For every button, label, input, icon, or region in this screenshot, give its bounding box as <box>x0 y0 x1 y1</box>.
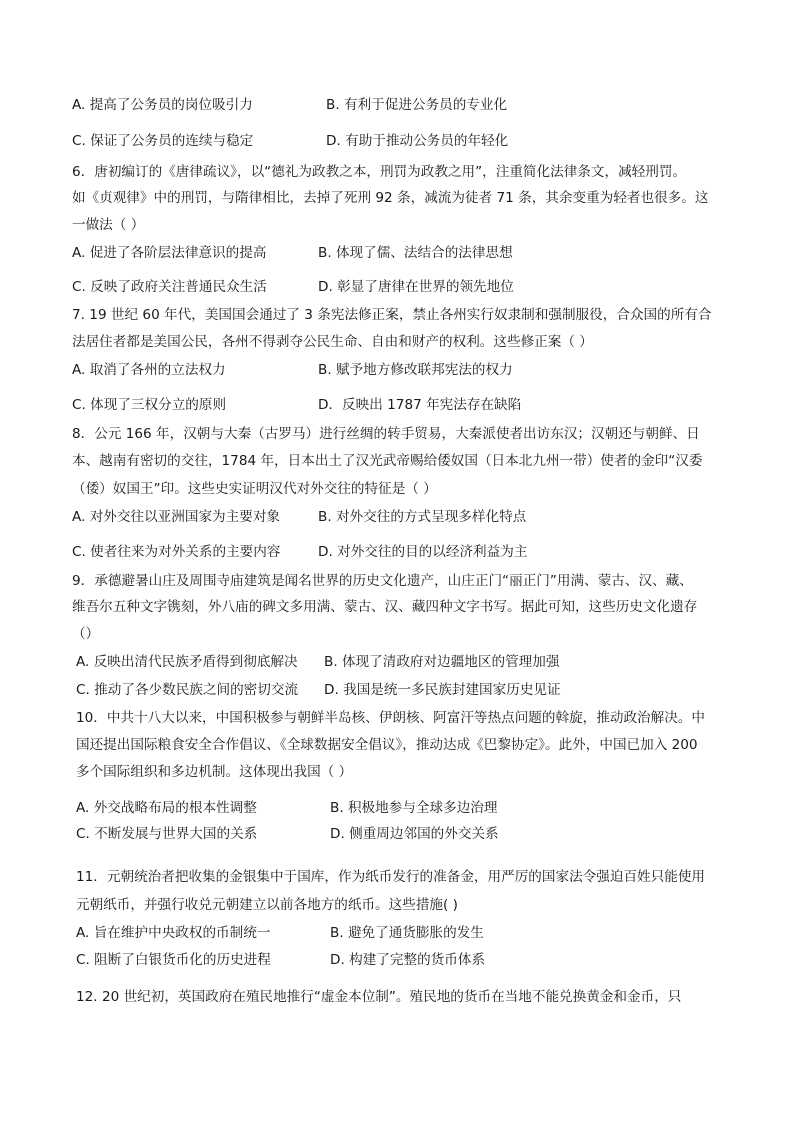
q8-stem-line-3: （倭）奴国王”印。这些史实证明汉代对外交往的特征是（ ） <box>72 481 437 497</box>
q9-option-a: A. 反映出清代民族矛盾得到彻底解决 <box>76 654 298 670</box>
q9-option-b: B. 体现了清政府对边疆地区的管理加强 <box>324 654 560 670</box>
q11-option-c: C. 阻断了白银货币化的历史进程 <box>76 952 271 968</box>
q10-stem-line-2: 国还提出国际粮食安全合作倡议、《全球数据安全倡议》，推动达成《巴黎协定》。此外，中国已加入 200 <box>76 737 698 753</box>
q6-option-c: C. 反映了政府关注普通民众生活 <box>72 279 267 295</box>
q10-option-b: B. 积极地参与全球多边治理 <box>330 800 498 816</box>
q9-option-d: D. 我国是统一多民族封建国家历史见证 <box>324 682 561 698</box>
q9-stem-line-2: 维吾尔五种文字镌刻，外八庙的碑文多用满、蒙古、汉、藏四种文字书写。据此可知，这些历史文化遗存 <box>72 599 698 615</box>
q11-option-b: B. 避免了通货膨胀的发生 <box>330 925 484 941</box>
q8-option-d: D. 对外交往的目的以经济利益为主 <box>318 544 528 560</box>
q7-stem-line-1: 7. 19 世纪 60 年代，美国国会通过了 3 条宪法修正案，禁止各州实行奴隶制和强制服役，合众国的所有合 <box>72 307 712 323</box>
q5-option-b: B. 有利于促进公务员的专业化 <box>326 97 508 113</box>
q9-option-c: C. 推动了各少数民族之间的密切交流 <box>76 682 299 698</box>
q6-option-b: B. 体现了儒、法结合的法律思想 <box>318 245 513 261</box>
q9-stem-line-1: 9．承德避暑山庄及周围寺庙建筑是闻名世界的历史文化遗产，山庄正门“丽正门”用满、蒙古、汉、藏、 <box>72 573 693 589</box>
q11-option-d: D. 构建了完整的货币体系 <box>330 952 486 968</box>
q7-option-c: C. 体现了三权分立的原则 <box>72 397 227 413</box>
q8-stem-line-2: 本、越南有密切的交往，1784 年，日本出土了汉光武帝赐给倭奴国（日本北九州一带）使者的金印“汉委 <box>72 453 703 469</box>
q7-option-d: D．反映出 1787 年宪法存在缺陷 <box>318 397 522 413</box>
q11-option-a: A. 旨在维护中央政权的币制统一 <box>76 925 271 941</box>
q7-stem-line-2: 法居住者都是美国公民，各州不得剥夺公民生命、自由和财产的权利。这些修正案（ ） <box>72 334 593 350</box>
q10-stem-line-3: 多个国际组织和多边机制。这体现出我国（ ） <box>76 764 353 780</box>
q6-stem-line-3: 一做法（ ） <box>72 217 145 233</box>
q10-stem-line-1: 10．中共十八大以来，中国积极参与朝鲜半岛核、伊朗核、阿富汗等热点问题的斡旋，推动政治解决。中 <box>76 710 706 726</box>
q8-option-b: B. 对外交往的方式呈现多样化特点 <box>318 509 527 525</box>
q5-option-d: D. 有助于推动公务员的年轻化 <box>326 133 509 149</box>
q9-stem-line-3: （） <box>72 626 100 642</box>
q7-option-a: A. 取消了各州的立法权力 <box>72 362 226 378</box>
q6-stem-line-2: 如《贞观律》中的刑罚，与隋律相比，去掉了死刑 92 条，减流为徒者 71 条，其余变重为轻者也很多。这 <box>72 190 709 206</box>
q12-stem-line-1: 12. 20 世纪初，英国政府在殖民地推行“虚金本位制”。殖民地的货币在当地不能兑换黄金和金币，只 <box>76 989 682 1005</box>
q11-stem-line-1: 11．元朝统治者把收集的金银集中于国库，作为纸币发行的准备金，用严厉的国家法令强迫百姓只能使用 <box>76 869 706 885</box>
q5-option-a: A. 提高了公务员的岗位吸引力 <box>72 97 253 113</box>
q8-stem-line-1: 8．公元 166 年，汉朝与大秦（古罗马）进行丝绸的转手贸易，大秦派使者出访东汉；汉朝还与朝鲜、日 <box>72 426 700 442</box>
q10-option-d: D. 侧重周边邻国的外交关系 <box>330 826 499 842</box>
q6-option-d: D. 彰显了唐律在世界的领先地位 <box>318 279 514 295</box>
q11-stem-line-2: 元朝纸币，并强行收兑元朝建立以前各地方的纸币。这些措施( ) <box>76 897 458 913</box>
q6-option-a: A. 促进了各阶层法律意识的提高 <box>72 245 267 261</box>
q10-option-c: C. 不断发展与世界大国的关系 <box>76 826 258 842</box>
q8-option-c: C. 使者往来为对外关系的主要内容 <box>72 544 281 560</box>
q5-option-c: C. 保证了公务员的连续与稳定 <box>72 133 254 149</box>
q6-stem-line-1: 6．唐初编订的《唐律疏议》，以“德礼为政教之本，刑罚为政教之用”，注重简化法律条文，减轻刑罚。 <box>72 164 687 180</box>
q8-option-a: A. 对外交往以亚洲国家为主要对象 <box>72 509 281 525</box>
q10-option-a: A. 外交战略布局的根本性调整 <box>76 800 257 816</box>
q7-option-b: B. 赋予地方修改联邦宪法的权力 <box>318 362 513 378</box>
